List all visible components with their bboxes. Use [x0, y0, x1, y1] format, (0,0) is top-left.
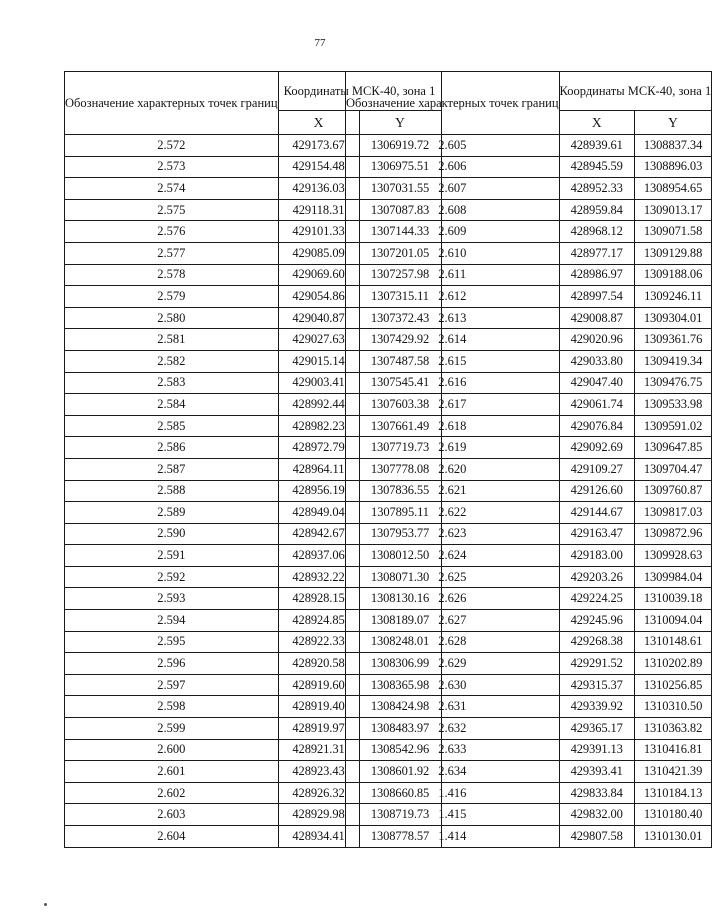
point-id-cell: 2.581 [65, 329, 279, 351]
x-coordinate-cell: 428932.22 [278, 566, 359, 588]
x-coordinate-cell: 429033.80 [559, 350, 634, 372]
point-id-cell: 2.575 [65, 199, 279, 221]
x-coordinate-cell: 428964.11 [278, 458, 359, 480]
point-id-cell: 2.617 [346, 394, 560, 416]
x-coordinate-cell: 429061.74 [559, 394, 634, 416]
coordinates-group-header: Координаты МСК-40, зона 1 [559, 72, 712, 111]
point-id-cell: 2.584 [65, 394, 279, 416]
point-id-cell: 2.629 [346, 653, 560, 675]
table-row [346, 826, 712, 848]
point-id-cell: 1.414 [346, 826, 560, 848]
point-id-cell: 2.590 [65, 523, 279, 545]
point-id-cell: 2.595 [65, 631, 279, 653]
y-coordinate-cell: 1310416.81 [634, 739, 711, 761]
x-coordinate-cell: 429136.03 [278, 178, 359, 200]
x-coordinate-cell: 428992.44 [278, 394, 359, 416]
y-coordinate-cell: 1307257.98 [359, 264, 441, 286]
table-row [346, 307, 712, 329]
point-id-cell: 2.619 [346, 437, 560, 459]
y-coordinate-cell: 1309984.04 [634, 566, 711, 588]
point-id-cell: 2.604 [65, 826, 279, 848]
y-coordinate-cell: 1308601.92 [359, 761, 441, 783]
x-coordinate-cell: 429203.26 [559, 566, 634, 588]
y-coordinate-cell: 1309188.06 [634, 264, 711, 286]
x-coordinate-cell: 428986.97 [559, 264, 634, 286]
point-id-cell: 2.613 [346, 307, 560, 329]
y-coordinate-cell: 1309419.34 [634, 350, 711, 372]
table-row [346, 718, 712, 740]
y-coordinate-cell: 1308954.65 [634, 178, 711, 200]
point-id-cell: 2.592 [65, 566, 279, 588]
x-coordinate-cell: 429183.00 [559, 545, 634, 567]
x-coordinate-cell: 429832.00 [559, 804, 634, 826]
y-coordinate-cell: 1308189.07 [359, 610, 441, 632]
table-row [346, 178, 712, 200]
table-row [346, 588, 712, 610]
point-id-cell: 2.583 [65, 372, 279, 394]
y-coordinate-cell: 1310039.18 [634, 588, 711, 610]
x-coordinate-cell: 428949.04 [278, 502, 359, 524]
table-row [346, 631, 712, 653]
y-coordinate-cell: 1308071.30 [359, 566, 441, 588]
point-id-cell: 2.597 [65, 674, 279, 696]
x-coordinate-cell: 428919.40 [278, 696, 359, 718]
point-id-cell: 2.631 [346, 696, 560, 718]
x-coordinate-cell: 429144.67 [559, 502, 634, 524]
table-row [346, 437, 712, 459]
x-coordinate-cell: 428922.33 [278, 631, 359, 653]
y-coordinate-cell: 1308306.99 [359, 653, 441, 675]
x-coordinate-cell: 429008.87 [559, 307, 634, 329]
x-coordinate-cell: 429365.17 [559, 718, 634, 740]
point-id-cell: 2.580 [65, 307, 279, 329]
y-coordinate-cell: 1307719.73 [359, 437, 441, 459]
point-id-cell: 2.576 [65, 221, 279, 243]
x-coordinate-cell: 428937.06 [278, 545, 359, 567]
x-coordinate-cell: 429833.84 [559, 782, 634, 804]
x-column-header: X [559, 111, 634, 135]
y-coordinate-cell: 1307778.08 [359, 458, 441, 480]
x-coordinate-cell: 429085.09 [278, 242, 359, 264]
table-row [346, 135, 712, 157]
y-coordinate-cell: 1307836.55 [359, 480, 441, 502]
y-coordinate-cell: 1308542.96 [359, 739, 441, 761]
x-coordinate-cell: 428977.17 [559, 242, 634, 264]
table-row [346, 674, 712, 696]
point-id-cell: 2.618 [346, 415, 560, 437]
y-coordinate-cell: 1308424.98 [359, 696, 441, 718]
designation-header: Обозначение характерных точек границ [346, 72, 560, 135]
point-id-cell: 2.578 [65, 264, 279, 286]
point-id-cell: 2.579 [65, 286, 279, 308]
y-coordinate-cell: 1308778.57 [359, 826, 441, 848]
y-coordinate-cell: 1309591.02 [634, 415, 711, 437]
y-coordinate-cell: 1309817.03 [634, 502, 711, 524]
x-coordinate-cell: 428939.61 [559, 135, 634, 157]
y-coordinate-cell: 1308130.16 [359, 588, 441, 610]
y-coordinate-cell: 1310421.39 [634, 761, 711, 783]
y-coordinate-cell: 1309704.47 [634, 458, 711, 480]
x-coordinate-cell: 429015.14 [278, 350, 359, 372]
table-row [346, 804, 712, 826]
y-coordinate-cell: 1308483.97 [359, 718, 441, 740]
table-row [346, 480, 712, 502]
table-row [346, 739, 712, 761]
point-id-cell: 2.626 [346, 588, 560, 610]
table-row [346, 761, 712, 783]
x-coordinate-cell: 428956.19 [278, 480, 359, 502]
x-coordinate-cell: 429040.87 [278, 307, 359, 329]
point-id-cell: 2.624 [346, 545, 560, 567]
y-coordinate-cell: 1309647.85 [634, 437, 711, 459]
point-id-cell: 2.627 [346, 610, 560, 632]
y-coordinate-cell: 1307895.11 [359, 502, 441, 524]
y-coordinate-cell: 1308719.73 [359, 804, 441, 826]
point-id-cell: 2.608 [346, 199, 560, 221]
table-row [346, 523, 712, 545]
point-id-cell: 2.593 [65, 588, 279, 610]
table-row [346, 221, 712, 243]
x-coordinate-cell: 428972.79 [278, 437, 359, 459]
page-number: 77 [314, 37, 326, 49]
y-coordinate-cell: 1310202.89 [634, 653, 711, 675]
table-row [346, 329, 712, 351]
point-id-cell: 2.630 [346, 674, 560, 696]
x-coordinate-cell: 428929.98 [278, 804, 359, 826]
x-coordinate-cell: 429173.67 [278, 135, 359, 157]
y-coordinate-cell: 1307201.05 [359, 242, 441, 264]
y-coordinate-cell: 1310184.13 [634, 782, 711, 804]
point-id-cell: 2.633 [346, 739, 560, 761]
point-id-cell: 2.605 [346, 135, 560, 157]
y-coordinate-cell: 1309013.17 [634, 199, 711, 221]
designation-header: Обозначение характерных точек границ [65, 72, 279, 135]
y-coordinate-cell: 1307545.41 [359, 372, 441, 394]
y-coordinate-cell: 1310148.61 [634, 631, 711, 653]
x-coordinate-cell: 428919.97 [278, 718, 359, 740]
x-coordinate-cell: 428919.60 [278, 674, 359, 696]
x-coordinate-cell: 429393.41 [559, 761, 634, 783]
table-row [346, 415, 712, 437]
y-coordinate-cell: 1308660.85 [359, 782, 441, 804]
x-coordinate-cell: 428997.54 [559, 286, 634, 308]
x-coordinate-cell: 429109.27 [559, 458, 634, 480]
point-id-cell: 2.622 [346, 502, 560, 524]
point-id-cell: 2.589 [65, 502, 279, 524]
y-coordinate-cell: 1309129.88 [634, 242, 711, 264]
x-coordinate-cell: 429054.86 [278, 286, 359, 308]
point-id-cell: 2.621 [346, 480, 560, 502]
point-id-cell: 2.634 [346, 761, 560, 783]
point-id-cell: 2.609 [346, 221, 560, 243]
point-id-cell: 1.416 [346, 782, 560, 804]
y-coordinate-cell: 1309476.75 [634, 372, 711, 394]
x-coordinate-cell: 429101.33 [278, 221, 359, 243]
x-coordinate-cell: 428959.84 [559, 199, 634, 221]
y-column-header: Y [634, 111, 711, 135]
x-coordinate-cell: 429339.92 [559, 696, 634, 718]
point-id-cell: 2.577 [65, 242, 279, 264]
y-coordinate-cell: 1310094.04 [634, 610, 711, 632]
table-row [346, 610, 712, 632]
y-coordinate-cell: 1307315.11 [359, 286, 441, 308]
point-id-cell: 2.612 [346, 286, 560, 308]
table-row [346, 264, 712, 286]
y-coordinate-cell: 1309872.96 [634, 523, 711, 545]
y-coordinate-cell: 1307031.55 [359, 178, 441, 200]
point-id-cell: 2.586 [65, 437, 279, 459]
y-coordinate-cell: 1308365.98 [359, 674, 441, 696]
x-coordinate-cell: 429245.96 [559, 610, 634, 632]
point-id-cell: 2.607 [346, 178, 560, 200]
x-coordinate-cell: 429003.41 [278, 372, 359, 394]
x-coordinate-cell: 429163.47 [559, 523, 634, 545]
point-id-cell: 2.582 [65, 350, 279, 372]
table-row [346, 502, 712, 524]
y-coordinate-cell: 1307429.92 [359, 329, 441, 351]
x-coordinate-cell: 429076.84 [559, 415, 634, 437]
x-coordinate-cell: 428945.59 [559, 156, 634, 178]
y-coordinate-cell: 1310310.50 [634, 696, 711, 718]
point-id-cell: 1.415 [346, 804, 560, 826]
y-coordinate-cell: 1308248.01 [359, 631, 441, 653]
y-coordinate-cell: 1309304.01 [634, 307, 711, 329]
y-coordinate-cell: 1310180.40 [634, 804, 711, 826]
point-id-cell: 2.603 [65, 804, 279, 826]
table-row [346, 394, 712, 416]
point-id-cell: 2.602 [65, 782, 279, 804]
point-id-cell: 2.632 [346, 718, 560, 740]
x-coordinate-cell: 428968.12 [559, 221, 634, 243]
point-id-cell: 2.616 [346, 372, 560, 394]
y-coordinate-cell: 1307603.38 [359, 394, 441, 416]
coordinates-group-header: Координаты МСК-40, зона 1 [278, 72, 441, 111]
x-coordinate-cell: 429391.13 [559, 739, 634, 761]
coordinates-table-right [345, 71, 712, 848]
point-id-cell: 2.573 [65, 156, 279, 178]
point-id-cell: 2.599 [65, 718, 279, 740]
y-coordinate-cell: 1306919.72 [359, 135, 441, 157]
point-id-cell: 2.588 [65, 480, 279, 502]
x-coordinate-cell: 428921.31 [278, 739, 359, 761]
point-id-cell: 2.615 [346, 350, 560, 372]
y-coordinate-cell: 1308896.03 [634, 156, 711, 178]
x-coordinate-cell: 429027.63 [278, 329, 359, 351]
y-coordinate-cell: 1309760.87 [634, 480, 711, 502]
x-coordinate-cell: 429020.96 [559, 329, 634, 351]
y-coordinate-cell: 1307372.43 [359, 307, 441, 329]
y-coordinate-cell: 1310256.85 [634, 674, 711, 696]
point-id-cell: 2.601 [65, 761, 279, 783]
y-coordinate-cell: 1307661.49 [359, 415, 441, 437]
table-row [346, 156, 712, 178]
point-id-cell: 2.600 [65, 739, 279, 761]
x-coordinate-cell: 428942.67 [278, 523, 359, 545]
y-coordinate-cell: 1308012.50 [359, 545, 441, 567]
point-id-cell: 2.606 [346, 156, 560, 178]
point-id-cell: 2.596 [65, 653, 279, 675]
x-coordinate-cell: 429291.52 [559, 653, 634, 675]
point-id-cell: 2.591 [65, 545, 279, 567]
x-coordinate-cell: 429047.40 [559, 372, 634, 394]
point-id-cell: 2.598 [65, 696, 279, 718]
x-coordinate-cell: 429118.31 [278, 199, 359, 221]
point-id-cell: 2.625 [346, 566, 560, 588]
point-id-cell: 2.587 [65, 458, 279, 480]
x-coordinate-cell: 429224.25 [559, 588, 634, 610]
x-coordinate-cell: 428928.15 [278, 588, 359, 610]
table-row [346, 696, 712, 718]
y-coordinate-cell: 1309246.11 [634, 286, 711, 308]
table-row [346, 653, 712, 675]
table-row [346, 242, 712, 264]
x-coordinate-cell: 429126.60 [559, 480, 634, 502]
x-coordinate-cell: 429069.60 [278, 264, 359, 286]
x-coordinate-cell: 428952.33 [559, 178, 634, 200]
x-coordinate-cell: 428920.58 [278, 653, 359, 675]
y-coordinate-cell: 1307144.33 [359, 221, 441, 243]
y-coordinate-cell: 1307087.83 [359, 199, 441, 221]
point-id-cell: 2.610 [346, 242, 560, 264]
y-coordinate-cell: 1309071.58 [634, 221, 711, 243]
x-coordinate-cell: 428926.32 [278, 782, 359, 804]
x-coordinate-cell: 428924.85 [278, 610, 359, 632]
table-row [346, 458, 712, 480]
table-row [346, 286, 712, 308]
y-column-header: Y [359, 111, 441, 135]
table-row [346, 372, 712, 394]
point-id-cell: 2.572 [65, 135, 279, 157]
x-coordinate-cell: 428923.43 [278, 761, 359, 783]
x-coordinate-cell: 429092.69 [559, 437, 634, 459]
y-coordinate-cell: 1310130.01 [634, 826, 711, 848]
y-coordinate-cell: 1309361.76 [634, 329, 711, 351]
y-coordinate-cell: 1309533.98 [634, 394, 711, 416]
scan-dot [44, 903, 47, 906]
table-row [346, 545, 712, 567]
point-id-cell: 2.628 [346, 631, 560, 653]
y-coordinate-cell: 1308837.34 [634, 135, 711, 157]
point-id-cell: 2.574 [65, 178, 279, 200]
point-id-cell: 2.585 [65, 415, 279, 437]
x-coordinate-cell: 429315.37 [559, 674, 634, 696]
x-column-header: X [278, 111, 359, 135]
y-coordinate-cell: 1310363.82 [634, 718, 711, 740]
table-row [346, 782, 712, 804]
y-coordinate-cell: 1307953.77 [359, 523, 441, 545]
point-id-cell: 2.614 [346, 329, 560, 351]
y-coordinate-cell: 1307487.58 [359, 350, 441, 372]
x-coordinate-cell: 429807.58 [559, 826, 634, 848]
table-row [346, 566, 712, 588]
point-id-cell: 2.623 [346, 523, 560, 545]
x-coordinate-cell: 429268.38 [559, 631, 634, 653]
table-row [346, 350, 712, 372]
x-coordinate-cell: 429154.48 [278, 156, 359, 178]
y-coordinate-cell: 1309928.63 [634, 545, 711, 567]
table-row [346, 199, 712, 221]
x-coordinate-cell: 428934.41 [278, 826, 359, 848]
point-id-cell: 2.620 [346, 458, 560, 480]
x-coordinate-cell: 428982.23 [278, 415, 359, 437]
point-id-cell: 2.611 [346, 264, 560, 286]
y-coordinate-cell: 1306975.51 [359, 156, 441, 178]
point-id-cell: 2.594 [65, 610, 279, 632]
